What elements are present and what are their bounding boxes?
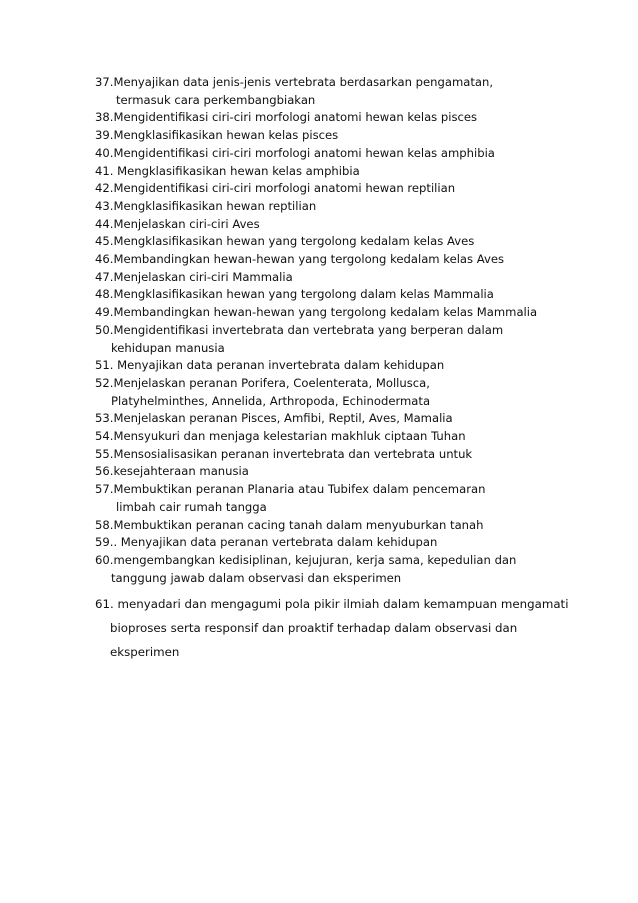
list-item-61-continuation-2: eksperimen (110, 645, 180, 660)
list-item-54: 54.Mensyukuri dan menjaga kelestarian makhluk ciptaan Tuhan (95, 429, 466, 444)
list-item-42: 42.Mengidentifikasi ciri-ciri morfologi anatomi hewan reptilian (95, 181, 456, 196)
list-item-59: 59.. Menyajikan data peranan vertebrata dalam kehidupan (95, 535, 438, 550)
list-item-49: 49.Membandingkan hewan-hewan yang tergolong kedalam kelas Mammalia (95, 305, 538, 320)
list-item-61-continuation: bioproses serta responsif dan proaktif terhadap dalam observasi dan (110, 621, 518, 636)
list-item-47: 47.Menjelaskan ciri-ciri Mammalia (95, 269, 293, 284)
list-item-60: 60.mengembangkan kedisiplinan, kejujuran, kerja sama, kepedulian dan (95, 552, 517, 567)
list-item-37-continuation: termasuk cara perkembangbiakan (116, 92, 316, 107)
list-item-48: 48.Mengklasifikasikan hewan yang tergolong dalam kelas Mammalia (95, 287, 494, 302)
list-item-57-continuation: limbah cair rumah tangga (116, 499, 267, 514)
list-item-41: 41. Mengklasifikasikan hewan kelas amphibia (95, 163, 360, 178)
list-item-60-continuation: tanggung jawab dalam observasi dan eksperimen (111, 570, 402, 585)
list-item-61: 61. menyadari dan mengagumi pola pikir ilmiah dalam kemampuan mengamati (95, 597, 569, 612)
list-item-56: 56.kesejahteraan manusia (95, 464, 249, 479)
list-item-38: 38.Mengidentifikasi ciri-ciri morfologi anatomi hewan kelas pisces (95, 110, 478, 125)
list-item-40: 40.Mengidentifikasi ciri-ciri morfologi anatomi hewan kelas amphibia (95, 145, 495, 160)
list-item-51: 51. Menyajikan data peranan invertebrata dalam kehidupan (95, 358, 445, 373)
list-item-44: 44.Menjelaskan ciri-ciri Aves (95, 216, 260, 231)
list-item-50: 50.Mengidentifikasi invertebrata dan vertebrata yang berperan dalam (95, 322, 504, 337)
list-item-50-continuation: kehidupan manusia (111, 340, 225, 355)
list-item-58: 58.Membuktikan peranan cacing tanah dalam menyuburkan tanah (95, 517, 484, 532)
list-item-53: 53.Menjelaskan peranan Pisces, Amfibi, Reptil, Aves, Mamalia (95, 411, 453, 426)
list-item-52: 52.Menjelaskan peranan Porifera, Coelenterata, Mollusca, (95, 375, 430, 390)
list-item-52-continuation: Platyhelminthes, Annelida, Arthropoda, Echinodermata (111, 393, 431, 408)
list-item-37: 37.Menyajikan data jenis-jenis vertebrata berdasarkan pengamatan, (95, 75, 494, 89)
list-item-46: 46.Membandingkan hewan-hewan yang tergolong kedalam kelas Aves (95, 252, 505, 267)
list-item-43: 43.Mengklasifikasikan hewan reptilian (95, 198, 317, 213)
objectives-list (95, 74, 569, 664)
list-item-57: 57.Membuktikan peranan Planaria atau Tubifex dalam pencemaran (95, 482, 486, 497)
list-item-45: 45.Mengklasifikasikan hewan yang tergolong kedalam kelas Aves (95, 234, 475, 249)
list-item-55: 55.Mensosialisasikan peranan invertebrata dan vertebrata untuk (95, 446, 473, 461)
list-item-39: 39.Mengklasifikasikan hewan kelas pisces (95, 128, 339, 143)
